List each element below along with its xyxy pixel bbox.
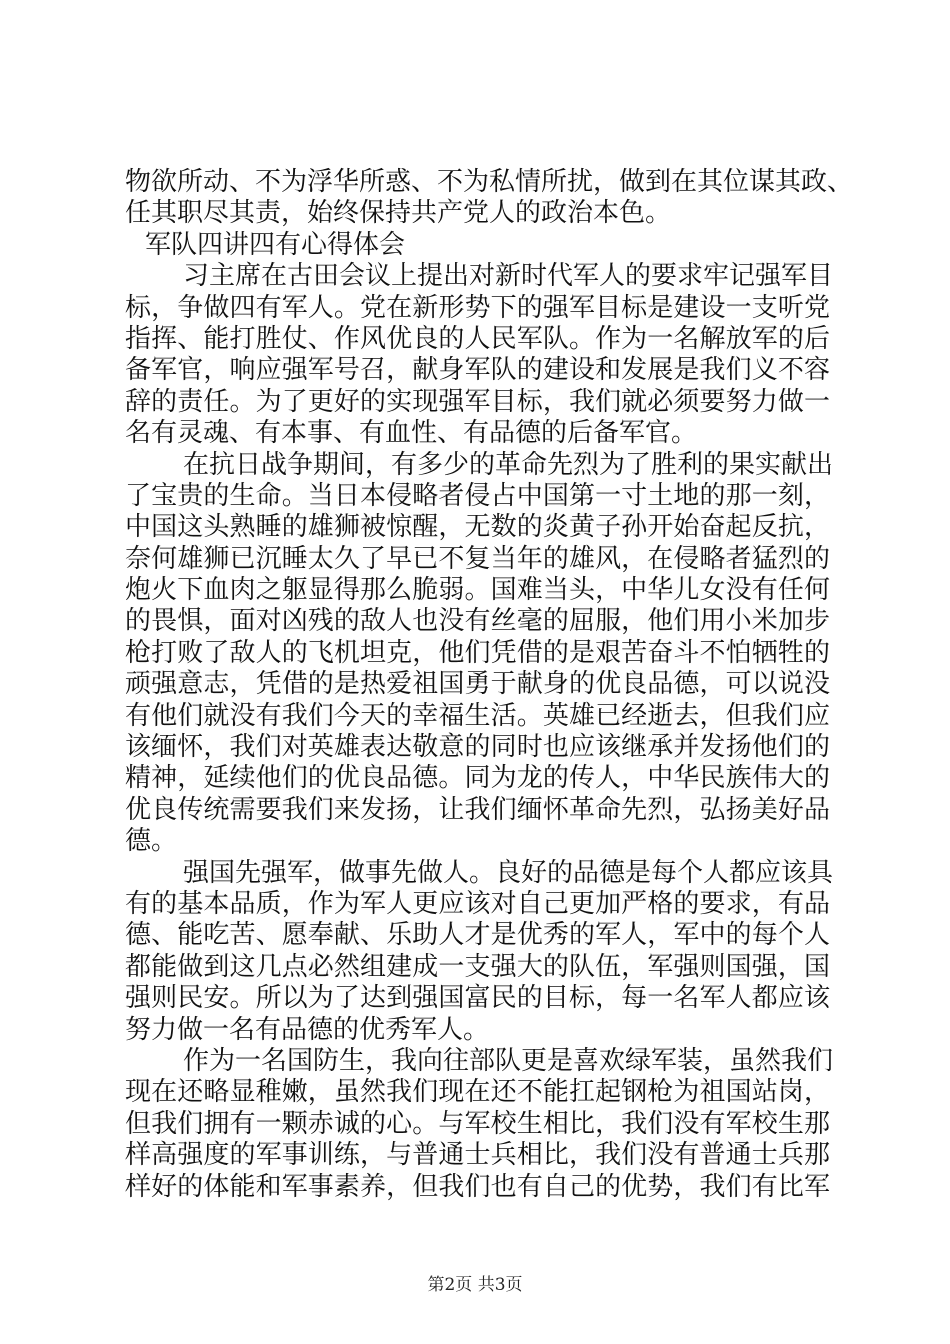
text-line: 炮火下血肉之躯显得那么脆弱。国难当头，中华儿女没有任何 — [125, 575, 830, 606]
text-line: 样好的体能和军事素养，但我们也有自己的优势，我们有比军 — [125, 1171, 830, 1202]
text-line: 名有灵魂、有本事、有血性、有品德的后备军官。 — [125, 418, 698, 449]
document-body — [125, 167, 854, 1203]
text-line: 有他们就没有我们今天的幸福生活。英雄已经逝去，但我们应 — [125, 700, 830, 731]
text-line: 任其职尽其责，始终保持共产党人的政治本色。 — [125, 198, 672, 229]
text-line: 努力做一名有品德的优秀军人。 — [125, 1014, 490, 1045]
text-line: 奈何雄狮已沉睡太久了早已不复当年的雄风，在侵略者猛烈的 — [125, 543, 830, 574]
text-line: 样高强度的军事训练，与普通士兵相比，我们没有普通士兵那 — [125, 1140, 830, 1171]
text-line: 作为一名国防生，我向往部队更是喜欢绿军装，虽然我们 — [183, 1045, 834, 1076]
text-line: 现在还略显稚嫩，虽然我们现在还不能扛起钢枪为祖国站岗， — [125, 1077, 830, 1108]
text-line: 但我们拥有一颗赤诚的心。与军校生相比，我们没有军校生那 — [125, 1108, 830, 1139]
text-line: 该缅怀，我们对英雄表达敬意的同时也应该继承并发扬他们的 — [125, 732, 830, 763]
text-line: 中国这头熟睡的雄狮被惊醒，无数的炎黄子孙开始奋起反抗， — [125, 512, 830, 543]
text-line: 了宝贵的生命。当日本侵略者侵占中国第一寸土地的那一刻， — [125, 480, 830, 511]
text-line: 德。 — [125, 826, 178, 857]
text-line: 物欲所动、不为浮华所惑、不为私情所扰，做到在其位谋其政、 — [125, 167, 854, 197]
text-line: 顽强意志，凭借的是热爱祖国勇于献身的优良品德，可以说没 — [125, 669, 830, 700]
text-line: 精神，延续他们的优良品德。同为龙的传人，中华民族伟大的 — [125, 763, 830, 794]
text-line: 备军官，响应强军号召，献身军队的建设和发展是我们义不容 — [125, 355, 830, 386]
page-number-label: 第2页 共3页 — [427, 1275, 523, 1295]
text-line: 的畏惧，面对凶残的敌人也没有丝毫的屈服，他们用小米加步 — [125, 606, 830, 637]
text-line: 枪打败了敌人的飞机坦克，他们凭借的是艰苦奋斗不怕牺牲的 — [125, 637, 830, 668]
text-line: 指挥、能打胜仗、作风优良的人民军队。作为一名解放军的后 — [125, 323, 830, 354]
text-line: 标，争做四有军人。党在新形势下的强军目标是建设一支听党 — [125, 292, 830, 323]
text-line: 优良传统需要我们来发扬，让我们缅怀革命先烈，弘扬美好品 — [125, 794, 830, 825]
text-line: 德、能吃苦、愿奉献、乐助人才是优秀的军人，军中的每个人 — [125, 920, 830, 951]
text-line: 在抗日战争期间，有多少的革命先烈为了胜利的果实献出 — [183, 449, 834, 480]
text-line: 都能做到这几点必然组建成一支强大的队伍，军强则国强，国 — [125, 951, 830, 982]
text-line: 辞的责任。为了更好的实现强军目标，我们就必须要努力做一 — [125, 386, 830, 417]
text-line: 有的基本品质，作为军人更应该对自己更加严格的要求，有品 — [125, 888, 830, 919]
page-footer — [0, 1270, 950, 1295]
text-line: 强国先强军，做事先做人。良好的品德是每个人都应该具 — [183, 857, 834, 888]
text-line: 强则民安。所以为了达到强国富民的目标，每一名军人都应该 — [125, 983, 830, 1014]
text-line: 习主席在古田会议上提出对新时代军人的要求牢记强军目 — [183, 261, 834, 292]
section-heading: 军队四讲四有心得体会 — [145, 229, 406, 260]
